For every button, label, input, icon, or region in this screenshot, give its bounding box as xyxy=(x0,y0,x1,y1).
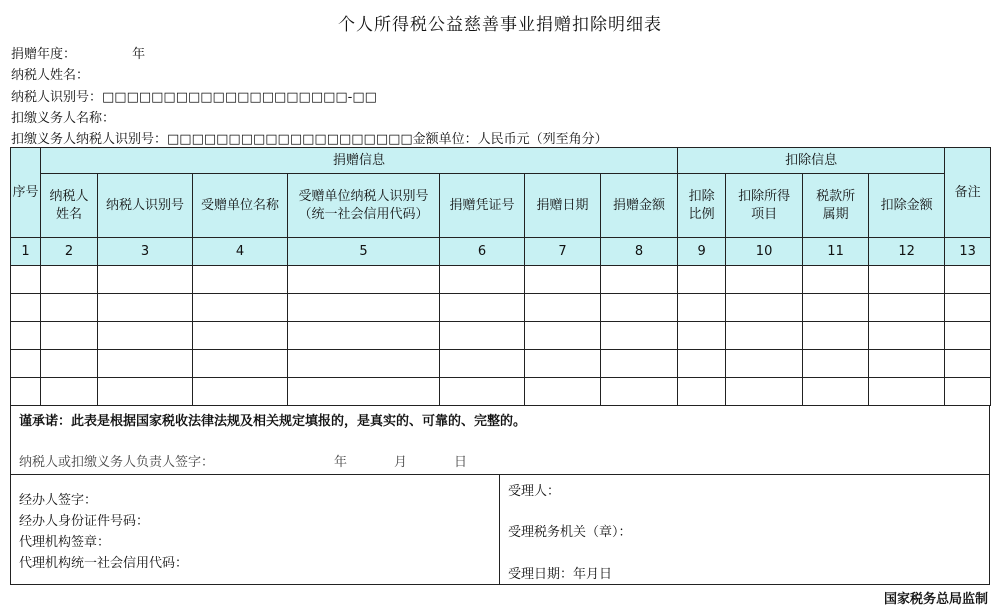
table-row xyxy=(11,378,991,406)
withholder-id-boxes: □□□□□□□□□□□□□□□□□□□□ xyxy=(167,132,413,147)
table-cell[interactable] xyxy=(945,266,991,294)
table-cell[interactable] xyxy=(803,322,869,350)
table-cell[interactable] xyxy=(869,294,945,322)
footer-issuer: 国家税务总局监制 xyxy=(883,592,988,607)
signer-label: 纳税人或扣缴义务人负责人签字： xyxy=(19,455,215,470)
table-cell[interactable] xyxy=(525,350,601,378)
promise-statement: 谨承诺：此表是根据国家税收法律法规及相关规定填报的，是真实的、可靠的、完整的。 xyxy=(19,414,527,429)
table-cell[interactable] xyxy=(98,322,193,350)
donation-year-suffix: 年 xyxy=(132,47,146,62)
donation-year-label: 捐赠年度： xyxy=(11,47,77,62)
col-number: 10 xyxy=(726,238,803,266)
table-cell[interactable] xyxy=(525,266,601,294)
table-cell[interactable] xyxy=(525,378,601,406)
amount-unit: 金额单位：人民币元（列至角分） xyxy=(412,132,608,147)
table-cell[interactable] xyxy=(440,350,525,378)
signature-divider xyxy=(499,475,500,584)
table-cell[interactable] xyxy=(678,378,726,406)
receiving-date-label: 受理日期：年月日 xyxy=(508,567,613,582)
table-cell[interactable] xyxy=(803,294,869,322)
table-cell[interactable] xyxy=(193,350,288,378)
donation-info-header: 捐赠信息 xyxy=(41,148,678,174)
table-cell[interactable] xyxy=(945,322,991,350)
withholder-name-line xyxy=(11,107,115,126)
table-cell[interactable] xyxy=(803,350,869,378)
table-cell[interactable] xyxy=(678,266,726,294)
donation-year-line xyxy=(11,43,145,62)
table-row xyxy=(11,294,991,322)
promise-section xyxy=(10,405,990,475)
table-cell[interactable] xyxy=(601,378,678,406)
col-number: 1 xyxy=(11,238,41,266)
sign-month: 月 xyxy=(394,455,408,470)
table-cell[interactable] xyxy=(41,294,98,322)
table-cell[interactable] xyxy=(98,266,193,294)
table-cell[interactable] xyxy=(440,378,525,406)
seq-header: 序号 xyxy=(11,148,41,238)
table-cell[interactable] xyxy=(726,350,803,378)
table-cell[interactable] xyxy=(41,350,98,378)
table-cell[interactable] xyxy=(869,266,945,294)
table-cell[interactable] xyxy=(11,378,41,406)
col-number: 2 xyxy=(41,238,98,266)
table-cell[interactable] xyxy=(11,266,41,294)
taxpayer-id-label: 纳税人识别号： xyxy=(11,90,103,105)
table-cell[interactable] xyxy=(945,378,991,406)
withholder-name-label: 扣缴义务人名称： xyxy=(11,111,116,126)
col-deduction-ratio: 扣除比例 xyxy=(678,174,726,238)
taxpayer-name-line xyxy=(11,64,89,83)
table-cell[interactable] xyxy=(288,294,440,322)
receiving-office-label: 受理税务机关（章）： xyxy=(508,525,632,540)
column-number-row xyxy=(11,238,991,266)
table-cell[interactable] xyxy=(869,322,945,350)
table-cell[interactable] xyxy=(525,294,601,322)
table-cell[interactable] xyxy=(193,322,288,350)
table-cell[interactable] xyxy=(288,378,440,406)
sign-day: 日 xyxy=(454,455,468,470)
agent-sign-label: 经办人签字： xyxy=(19,493,98,508)
table-cell[interactable] xyxy=(678,322,726,350)
col-number: 12 xyxy=(869,238,945,266)
col-deduction-amount: 扣除金额 xyxy=(869,174,945,238)
withholder-id-line xyxy=(11,128,608,147)
table-cell[interactable] xyxy=(945,294,991,322)
table-cell[interactable] xyxy=(945,350,991,378)
col-voucher-no: 捐赠凭证号 xyxy=(440,174,525,238)
deduction-info-header: 扣除信息 xyxy=(678,148,945,174)
col-number: 4 xyxy=(193,238,288,266)
table-row xyxy=(11,266,991,294)
remark-header: 备注 xyxy=(945,148,991,238)
table-cell[interactable] xyxy=(726,322,803,350)
table-cell[interactable] xyxy=(41,322,98,350)
col-recipient-id: 受赠单位纳税人识别号（统一社会信用代码） xyxy=(288,174,440,238)
table-row xyxy=(11,350,991,378)
col-number: 7 xyxy=(525,238,601,266)
table-cell[interactable] xyxy=(41,266,98,294)
table-cell[interactable] xyxy=(440,266,525,294)
taxpayer-id-line xyxy=(11,86,377,105)
table-cell[interactable] xyxy=(193,294,288,322)
agency-code-label: 代理机构统一社会信用代码： xyxy=(19,556,189,571)
withholder-id-label: 扣缴义务人纳税人识别号： xyxy=(11,132,168,147)
table-cell[interactable] xyxy=(869,350,945,378)
agency-seal-label: 代理机构签章： xyxy=(19,535,111,550)
table-cell[interactable] xyxy=(440,294,525,322)
table-cell[interactable] xyxy=(288,322,440,350)
col-recipient-name: 受赠单位名称 xyxy=(193,174,288,238)
table-cell[interactable] xyxy=(601,322,678,350)
col-taxpayer-id: 纳税人识别号 xyxy=(98,174,193,238)
table-row xyxy=(11,322,991,350)
col-deduction-item: 扣除所得项目 xyxy=(726,174,803,238)
table-cell[interactable] xyxy=(288,266,440,294)
table-cell[interactable] xyxy=(11,350,41,378)
col-taxpayer-name: 纳税人姓名 xyxy=(41,174,98,238)
table-cell[interactable] xyxy=(98,294,193,322)
taxpayer-name-label: 纳税人姓名： xyxy=(11,68,90,83)
table-cell[interactable] xyxy=(803,266,869,294)
signature-section xyxy=(10,475,990,585)
col-number: 5 xyxy=(288,238,440,266)
table-cell[interactable] xyxy=(601,350,678,378)
table-cell[interactable] xyxy=(803,378,869,406)
col-donation-date: 捐赠日期 xyxy=(525,174,601,238)
table-cell[interactable] xyxy=(440,322,525,350)
receiver-label: 受理人： xyxy=(508,484,561,499)
col-number: 13 xyxy=(945,238,991,266)
table-cell[interactable] xyxy=(678,350,726,378)
donation-detail-table xyxy=(10,147,991,406)
col-number: 3 xyxy=(98,238,193,266)
sign-year: 年 xyxy=(334,455,348,470)
table-cell[interactable] xyxy=(98,378,193,406)
table-cell[interactable] xyxy=(11,294,41,322)
form-title: 个人所得税公益慈善事业捐赠扣除明细表 xyxy=(338,15,662,35)
col-number: 6 xyxy=(440,238,525,266)
col-tax-period: 税款所属期 xyxy=(803,174,869,238)
table-cell[interactable] xyxy=(869,378,945,406)
agent-id-label: 经办人身份证件号码： xyxy=(19,514,150,529)
taxpayer-id-boxes: □□□□□□□□□□□□□□□□□□□□-□□ xyxy=(102,90,377,105)
table-cell[interactable] xyxy=(601,294,678,322)
table-cell[interactable] xyxy=(288,350,440,378)
table-cell[interactable] xyxy=(11,322,41,350)
table-cell[interactable] xyxy=(678,294,726,322)
col-number: 9 xyxy=(678,238,726,266)
table-cell[interactable] xyxy=(41,378,98,406)
table-cell[interactable] xyxy=(726,294,803,322)
table-cell[interactable] xyxy=(601,266,678,294)
col-donation-amount: 捐赠金额 xyxy=(601,174,678,238)
table-cell[interactable] xyxy=(193,266,288,294)
table-cell[interactable] xyxy=(726,378,803,406)
table-cell[interactable] xyxy=(726,266,803,294)
table-cell[interactable] xyxy=(193,378,288,406)
table-cell[interactable] xyxy=(98,350,193,378)
col-number: 8 xyxy=(601,238,678,266)
col-number: 11 xyxy=(803,238,869,266)
table-cell[interactable] xyxy=(525,322,601,350)
